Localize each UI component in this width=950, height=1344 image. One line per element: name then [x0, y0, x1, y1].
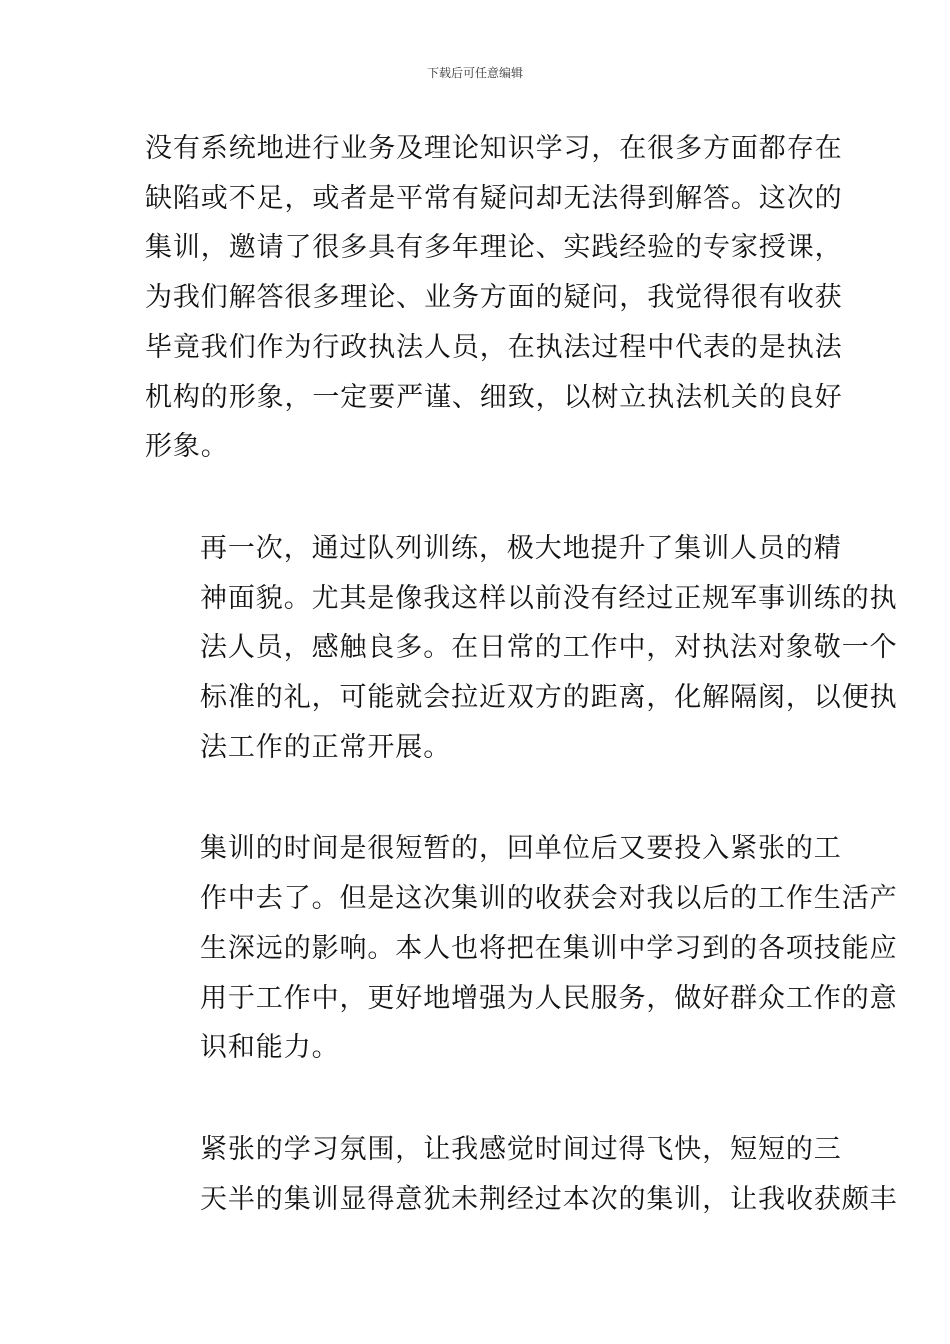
text-line: 缺陷或不足，或者是平常有疑问却无法得到解答。这次的 [145, 182, 843, 214]
text-line: 神面貌。尤其是像我这样以前没有经过正规军事训练的执 [200, 582, 898, 614]
text-line: 识和能力。 [200, 1032, 340, 1064]
header-note: 下载后可任意编辑 [426, 66, 523, 80]
paragraph-3 [145, 824, 898, 1073]
text-line: 集训的时间是很短暂的，回单位后又要投入紧张的工 [200, 833, 842, 865]
text-line: 再一次，通过队列训练，极大地提升了集训人员的精 [200, 532, 842, 564]
text-line: 形象。 [145, 431, 229, 463]
text-line: 天半的集训显得意犹未荆经过本次的集训，让我收获颇丰 [200, 1183, 898, 1215]
text-line: 集训，邀请了很多具有多年理论、实践经验的专家授课， [145, 232, 843, 264]
text-line: 用于工作中，更好地增强为人民服务，做好群众工作的意 [200, 982, 898, 1014]
text-line: 标准的礼，可能就会拉近双方的距离，化解隔阂，以便执 [200, 682, 898, 714]
text-line: 毕竟我们作为行政执法人员，在执法过程中代表的是执法 [145, 331, 843, 363]
text-line: 法工作的正常开展。 [200, 731, 452, 763]
paragraph-1 [145, 124, 843, 472]
text-line: 没有系统地进行业务及理论知识学习，在很多方面都存在 [145, 133, 843, 164]
text-line: 作中去了。但是这次集训的收获会对我以后的工作生活产 [200, 883, 898, 915]
paragraph-4 [145, 1125, 898, 1224]
text-line: 紧张的学习氛围，让我感觉时间过得飞快，短短的三 [200, 1133, 842, 1165]
text-line: 法人员，感触良多。在日常的工作中，对执法对象敬一个 [200, 632, 898, 664]
document-body [145, 124, 898, 1224]
text-line: 生深远的影响。本人也将把在集训中学习到的各项技能应 [200, 932, 898, 964]
paragraph-2 [145, 524, 898, 773]
text-line: 为我们解答很多理论、业务方面的疑问，我觉得很有收获 [145, 282, 843, 314]
text-line: 机构的形象，一定要严谨、细致，以树立执法机关的良好 [145, 381, 843, 413]
